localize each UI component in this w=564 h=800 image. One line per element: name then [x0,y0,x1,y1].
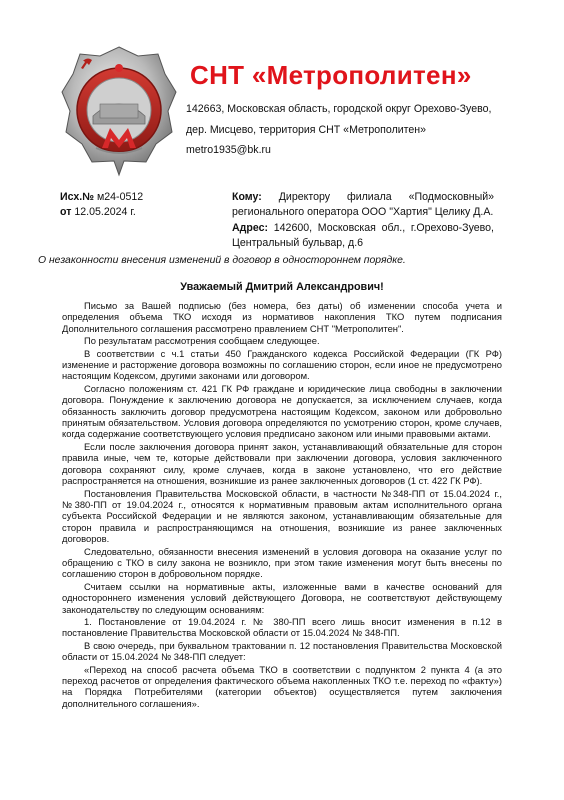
outgoing-date-value: 12.05.2024 г. [74,206,136,218]
contact-email: metro1935@bk.ru [186,144,271,156]
letter-greeting: Уважаемый Дмитрий Александрович! [180,281,384,293]
outgoing-reference [60,190,143,220]
recipient-address-text: 142600, Московская обл., г.Орехово-Зуево, Центральный бульвар, д.6 [232,221,494,249]
recipient-block [232,190,494,251]
body-paragraph: Если после заключения договора принят закон, устанавливающий обязательные для сторон правила иные, чем те, которые действовали при заключении договора, условия заключенного договора сохраняют силу, кроме случаев, когда в законе установлено, что его действие распространяется на отношения, возникшие из ранее заключенных договоров (1 ст. 422 ГК РФ). [62,440,502,487]
recipient-address [232,221,494,252]
body-paragraph: Постановления Правительства Московской области, в частности №348-ПП от 15.04.2024 г., №380-ПП от 19.04.2024 г., относятся к нормативным правовым актам исполнительного органа субъекта Российской Федерации и не являются законом, устанавливающим обязательные для сторон правила и распространяющимся на отношения, возникшие из ранее заключенных договоров. [62,487,502,545]
recipient-address-label: Адрес: [232,221,269,234]
body-paragraph: Считаем ссылки на нормативные акты, изложенные вами в качестве оснований для одностороннего изменения условий действующего Договора, не соответствуют действующему законодательству по следующим основаниям: [62,580,502,615]
outgoing-number-label: Исх.№ [60,191,95,203]
body-paragraph: Согласно положениям ст. 421 ГК РФ граждане и юридические лица свободны в заключении договора. Понуждение к заключению договора не допускается, за исключением случаев, когда обязанность заключить договор предусмотрена настоящим Кодексом, законом или добровольно принятым обязательством. Условия договора определяются по усмотрению сторон, кроме случаев, когда содержание соответствующего условия предписано законом или иными правовыми актами. [62,382,502,440]
recipient-to-label: Кому: [232,191,262,203]
body-paragraph: По результатам рассмотрения сообщаем следующее. [84,335,320,347]
recipient-to [232,190,494,221]
body-paragraph: Следовательно, обязанности внесения изменений в условия договора на оказание услуг по обращению с ТКО в силу закона не возникло, при этом такие изменения могут быть внесены по соглашению сторон в добровольном порядке. [62,545,502,580]
recipient-to-text: Директору филиала «Подмосковный» регионального оператора ООО "Хартия" Целику Д.А. [232,191,494,219]
address-line-2: дер. Мисцево, территория СНТ «Метрополитен» [186,124,427,136]
address-line-1: 142663, Московская область, городской округ Орехово-Зуево, [186,103,492,115]
letter-body [62,300,502,710]
body-paragraph: 1. Постановление от 19.04.2024 г. № 380-ПП всего лишь вносит изменения в п.12 в постановление Правительства Московской области от 15.04.2024 № 348-ПП. [62,615,502,639]
metro-badge-emblem-icon [60,44,178,178]
letter-subject: О незаконности внесения изменений в договор в одностороннем порядке. [38,255,406,266]
outgoing-number-row [60,190,143,205]
body-paragraph: В соответствии с ч.1 статьи 450 Гражданского кодекса Российской Федерации (ГК РФ) изменение и расторжение договора возможны по соглашению сторон, если иное не предусмотрено настоящим Кодексом, другими законами или договором. [62,347,502,382]
body-paragraph: Письмо за Вашей подписью (без номера, без даты) об изменении способа учета и определения объема ТКО исходя из нормативов накопления ТКО путем подписания Дополнительного соглашения рассмотрено правлением СНТ "Метрополитен". [62,300,502,334]
body-paragraph: В свою очередь, при буквальном трактовании п. 12 постановления Правительства Московской области от 15.04.2024 № 348-ПП следует: [62,639,502,663]
outgoing-date-label: от [60,206,72,218]
outgoing-date-row [60,205,143,220]
body-paragraph: «Переход на способ расчета объема ТКО в соответствии с подпунктом 2 пункта 4 (а это переход расчетов от определения фактического объема накопленных ТКО т.е. переход по «факту») на Порядка Потребителями (категории объектов) осуществляется путем заключения дополнительного соглашения». [62,663,502,709]
organization-title: СНТ «Метрополитен» [190,60,472,90]
outgoing-number-value: м24-0512 [96,191,144,203]
